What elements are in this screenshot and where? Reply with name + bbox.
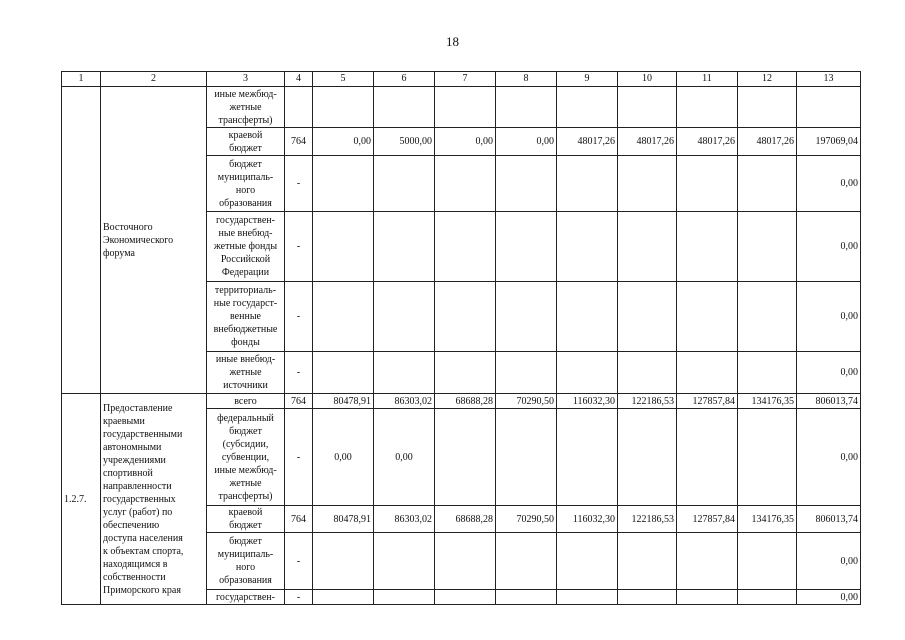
year-value [435,282,496,352]
year-value [557,590,618,605]
year-value: 86303,02 [374,506,435,533]
year-value [677,282,738,352]
column-header: 9 [557,72,618,87]
year-value: 68688,28 [435,394,496,409]
year-value: 0,00 [374,409,435,506]
year-value: 134176,35 [738,394,797,409]
budget-code: - [285,590,313,605]
year-value [677,156,738,212]
year-value: 68688,28 [435,506,496,533]
column-header: 12 [738,72,797,87]
year-value [557,87,618,128]
year-value [618,282,677,352]
total-value: 0,00 [797,212,861,282]
table-block-vef [62,87,861,394]
funding-source: бюджет муниципаль- ного образования [207,156,285,212]
budget-code: 764 [285,128,313,156]
year-value [374,156,435,212]
year-value [557,533,618,590]
budget-table [61,71,861,605]
column-header: 11 [677,72,738,87]
year-value [435,87,496,128]
funding-source: федеральный бюджет (субсидии, субвенции, иные межбюд- жетные трансферты) [207,409,285,506]
total-value: 806013,74 [797,506,861,533]
year-value [313,533,374,590]
total-value [797,87,861,128]
year-value [738,212,797,282]
budget-code: - [285,156,313,212]
year-value [496,87,557,128]
year-value: 70290,50 [496,394,557,409]
year-value [435,212,496,282]
year-value [313,212,374,282]
item-index [62,87,101,394]
year-value [618,352,677,394]
budget-code: - [285,282,313,352]
year-value: 5000,00 [374,128,435,156]
year-value [313,282,374,352]
year-value [677,590,738,605]
year-value [738,156,797,212]
year-value [496,282,557,352]
column-header: 2 [101,72,207,87]
funding-source: краевой бюджет [207,506,285,533]
year-value [435,590,496,605]
year-value [496,212,557,282]
year-value: 122186,53 [618,506,677,533]
year-value [374,590,435,605]
year-value: 86303,02 [374,394,435,409]
year-value [677,212,738,282]
year-value: 127857,84 [677,506,738,533]
total-value: 806013,74 [797,394,861,409]
column-header: 5 [313,72,374,87]
funding-source: иные внебюд- жетные источники [207,352,285,394]
table-row [62,87,861,128]
funding-source: всего [207,394,285,409]
year-value [435,533,496,590]
year-value [313,87,374,128]
table-block-1-2-7 [62,394,861,605]
year-value [618,212,677,282]
budget-code: - [285,352,313,394]
total-value: 0,00 [797,409,861,506]
year-value [374,87,435,128]
year-value [496,156,557,212]
year-value: 48017,26 [677,128,738,156]
budget-code: 764 [285,506,313,533]
year-value [618,87,677,128]
page-number: 18 [446,34,459,49]
year-value: 80478,91 [313,394,374,409]
year-value [557,282,618,352]
item-name: Предоставление краевыми государственными автономными учреждениями спортивной направленности государственных услуг (работ) по обеспечению доступа населения к объектам спорта, находящимся в собственности Приморского края [101,394,207,605]
year-value [435,352,496,394]
year-value [618,533,677,590]
year-value [435,409,496,506]
year-value [557,156,618,212]
year-value [738,282,797,352]
budget-code: - [285,533,313,590]
year-value: 127857,84 [677,394,738,409]
funding-source: государствен- [207,590,285,605]
year-value: 0,00 [435,128,496,156]
year-value: 0,00 [313,409,374,506]
budget-code: - [285,409,313,506]
year-value: 80478,91 [313,506,374,533]
year-value [677,87,738,128]
year-value [435,156,496,212]
funding-source: государствен- ные внебюд- жетные фонды Российской Федерации [207,212,285,282]
budget-code: - [285,212,313,282]
year-value [557,409,618,506]
column-header: 8 [496,72,557,87]
year-value [313,156,374,212]
year-value: 116032,30 [557,394,618,409]
year-value: 122186,53 [618,394,677,409]
year-value [557,352,618,394]
year-value [374,533,435,590]
column-header: 7 [435,72,496,87]
item-index: 1.2.7. [62,394,101,605]
column-header: 3 [207,72,285,87]
year-value [374,282,435,352]
column-header: 4 [285,72,313,87]
year-value: 134176,35 [738,506,797,533]
year-value: 116032,30 [557,506,618,533]
funding-source: территориаль- ные государст- венные внебюджетные фонды [207,282,285,352]
total-value: 0,00 [797,590,861,605]
year-value [496,590,557,605]
year-value [738,590,797,605]
item-name: Восточного Экономического форума [101,87,207,394]
total-value: 0,00 [797,282,861,352]
column-header-row [62,72,861,87]
year-value [374,212,435,282]
column-header: 10 [618,72,677,87]
year-value [618,409,677,506]
year-value [496,533,557,590]
year-value: 0,00 [496,128,557,156]
year-value [557,212,618,282]
year-value: 0,00 [313,128,374,156]
year-value [313,352,374,394]
funding-source: иные межбюд- жетные трансферты) [207,87,285,128]
total-value: 0,00 [797,533,861,590]
year-value [738,533,797,590]
column-header: 13 [797,72,861,87]
total-value: 0,00 [797,352,861,394]
column-header: 1 [62,72,101,87]
budget-code [285,87,313,128]
funding-source: бюджет муниципаль- ного образования [207,533,285,590]
year-value [496,352,557,394]
funding-source: краевой бюджет [207,128,285,156]
total-value: 0,00 [797,156,861,212]
year-value: 70290,50 [496,506,557,533]
year-value [738,352,797,394]
year-value [738,409,797,506]
budget-code: 764 [285,394,313,409]
year-value [677,533,738,590]
total-value: 197069,04 [797,128,861,156]
year-value [738,87,797,128]
year-value [496,409,557,506]
column-header: 6 [374,72,435,87]
year-value [618,590,677,605]
year-value [374,352,435,394]
year-value: 48017,26 [738,128,797,156]
year-value: 48017,26 [557,128,618,156]
table-row [62,394,861,409]
year-value [677,409,738,506]
year-value: 48017,26 [618,128,677,156]
year-value [618,156,677,212]
year-value [677,352,738,394]
year-value [313,590,374,605]
